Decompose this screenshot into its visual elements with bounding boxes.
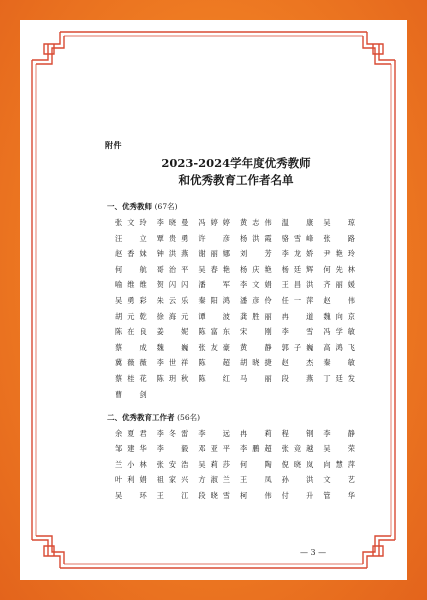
name-entry: 陈 红 xyxy=(198,373,230,383)
name-entry: 温 康 xyxy=(281,218,314,227)
name-entry: 潘彦伶 xyxy=(240,295,272,305)
name-entry: 陈在良 xyxy=(115,327,147,337)
name-entry: 尹艳玲 xyxy=(323,249,355,259)
name-entry: 王 凤 xyxy=(240,475,272,485)
name-entry: 李文娟 xyxy=(240,280,272,290)
name-entry: 陈 超 xyxy=(198,358,230,368)
name-entry: 陈玥秋 xyxy=(156,373,189,383)
name-entry: 何先林 xyxy=(323,264,355,274)
name-entry: 张友豪 xyxy=(198,342,230,352)
document-title xyxy=(107,155,365,189)
section-heading-workers xyxy=(107,412,365,423)
name-entry: 吴 环 xyxy=(115,490,147,500)
name-entry: 付 升 xyxy=(281,490,314,500)
name-entry: 覃贵勇 xyxy=(156,233,189,243)
name-entry: 谢丽娜 xyxy=(198,249,230,259)
name-entry: 骆雪峰 xyxy=(281,233,314,243)
name-entry: 李 毅 xyxy=(156,444,189,454)
page-number: — 3 — xyxy=(300,548,327,557)
name-entry: 方淑兰 xyxy=(198,475,230,485)
name-entry: 朱云乐 xyxy=(156,295,189,305)
name-entry: 程 钢 xyxy=(281,428,314,438)
name-entry: 冯学敏 xyxy=(323,327,355,337)
name-entry: 高鸿飞 xyxy=(323,342,355,352)
name-entry: 李冬雷 xyxy=(156,428,189,438)
name-entry: 谭 波 xyxy=(198,311,230,321)
name-entry: 邹建华 xyxy=(115,444,147,454)
name-entry: 蔡桂花 xyxy=(115,373,147,383)
name-entry: 何 航 xyxy=(115,264,147,274)
name-entry: 管 华 xyxy=(323,490,355,500)
name-entry: 杨庆艳 xyxy=(240,264,272,274)
name-entry: 贺闪闪 xyxy=(156,280,189,290)
name-entry: 魏向京 xyxy=(323,311,355,321)
name-entry: 龚胜丽 xyxy=(240,311,272,321)
name-entry: 哥治平 xyxy=(156,264,189,274)
name-entry: 潘 军 xyxy=(198,280,230,290)
name-entry: 倪晓岚 xyxy=(281,459,314,469)
name-entry: 吴 荣 xyxy=(323,444,355,454)
name-entry: 张文玲 xyxy=(115,218,147,227)
name-entry: 徐海元 xyxy=(156,311,189,321)
section-count: (56名) xyxy=(177,412,201,422)
name-entry: 陈富东 xyxy=(198,327,230,337)
name-entry: 吴春艳 xyxy=(198,264,230,274)
name-entry: 蔡 成 xyxy=(115,342,147,352)
name-entry: 马 丽 xyxy=(240,373,272,383)
name-entry: 黄 静 xyxy=(240,342,272,352)
section-title: 一、优秀教师 xyxy=(107,202,152,211)
name-entry: 李世祥 xyxy=(156,358,189,368)
name-entry: 杨廷辉 xyxy=(281,264,314,274)
name-entry: 段晓雪 xyxy=(198,490,230,500)
name-entry: 王 江 xyxy=(156,490,189,500)
worker-name-grid xyxy=(115,429,365,501)
name-entry: 秦 敏 xyxy=(323,358,355,368)
name-entry: 赵 杰 xyxy=(281,358,314,368)
name-entry: 宋 刚 xyxy=(240,327,272,337)
section-title: 二、优秀教育工作者 xyxy=(107,412,175,422)
name-entry: 赵 伟 xyxy=(323,295,355,305)
name-entry: 许 彦 xyxy=(198,233,230,243)
name-entry: 柯 伟 xyxy=(240,490,272,500)
name-entry: 冉 莉 xyxy=(240,428,272,438)
name-entry: 喻维维 xyxy=(115,280,147,290)
name-entry: 王昌洪 xyxy=(281,280,314,290)
name-entry: 张竞越 xyxy=(281,444,314,454)
name-entry: 魏 巍 xyxy=(156,342,189,352)
name-entry: 李 静 xyxy=(323,428,355,438)
document-page xyxy=(20,20,407,580)
name-entry: 齐丽媛 xyxy=(323,280,355,290)
name-entry: 钟洪燕 xyxy=(156,249,189,259)
section-heading-teachers xyxy=(107,201,365,212)
name-entry: 孙 洪 xyxy=(281,475,314,485)
name-entry: 黄志伟 xyxy=(240,218,272,227)
name-entry: 李晓曼 xyxy=(156,218,189,227)
name-entry: 秦阳鸿 xyxy=(198,295,230,305)
name-entry: 丁廷发 xyxy=(323,373,355,383)
name-entry: 文 艺 xyxy=(323,475,355,485)
name-entry: 叶利娟 xyxy=(115,475,147,485)
name-entry: 李鹏超 xyxy=(240,444,272,454)
name-entry: 任一萍 xyxy=(281,295,314,305)
name-entry: 杨洪霞 xyxy=(240,233,272,243)
name-entry: 赵香妹 xyxy=(115,249,147,259)
name-entry: 吴 琼 xyxy=(323,218,355,227)
name-entry: 何 陶 xyxy=(240,459,272,469)
name-entry: 张安浩 xyxy=(156,459,189,469)
section-count: (67名) xyxy=(154,202,178,211)
attachment-label: 附件 xyxy=(105,140,122,150)
teacher-name-grid xyxy=(115,218,365,400)
name-entry: 郭子巍 xyxy=(281,342,314,352)
name-entry: 汪 立 xyxy=(115,233,147,243)
name-entry: 段 燕 xyxy=(281,373,314,383)
name-entry: 冀薇薇 xyxy=(115,358,147,368)
name-entry: 李龙娇 xyxy=(281,249,314,259)
name-entry: 向慧萍 xyxy=(323,459,355,469)
name-entry: 胡元乾 xyxy=(115,311,147,321)
name-entry: 刘 芳 xyxy=(240,249,272,259)
name-entry: 李 远 xyxy=(198,428,230,438)
name-entry: 余夏君 xyxy=(115,428,147,438)
name-entry: 李 雪 xyxy=(281,327,314,337)
name-entry: 邓亚平 xyxy=(198,444,230,454)
title-line-2: 和优秀教育工作者名单 xyxy=(178,173,294,187)
title-line-1: 2023-2024学年度优秀教师 xyxy=(161,156,311,170)
name-entry: 吴莉莎 xyxy=(198,459,230,469)
name-entry: 冯婷婷 xyxy=(198,218,230,227)
name-entry: 张 路 xyxy=(323,233,355,243)
name-entry: 祖家兴 xyxy=(156,475,189,485)
document-content xyxy=(105,140,365,501)
name-entry: 吴勇彩 xyxy=(115,295,147,305)
name-entry: 冉 道 xyxy=(281,311,314,321)
name-entry: 姜 妮 xyxy=(156,327,189,337)
name-entry: 兰小林 xyxy=(115,459,147,469)
name-entry: 胡晓捷 xyxy=(240,358,272,368)
name-entry: 曹 剑 xyxy=(115,389,147,399)
